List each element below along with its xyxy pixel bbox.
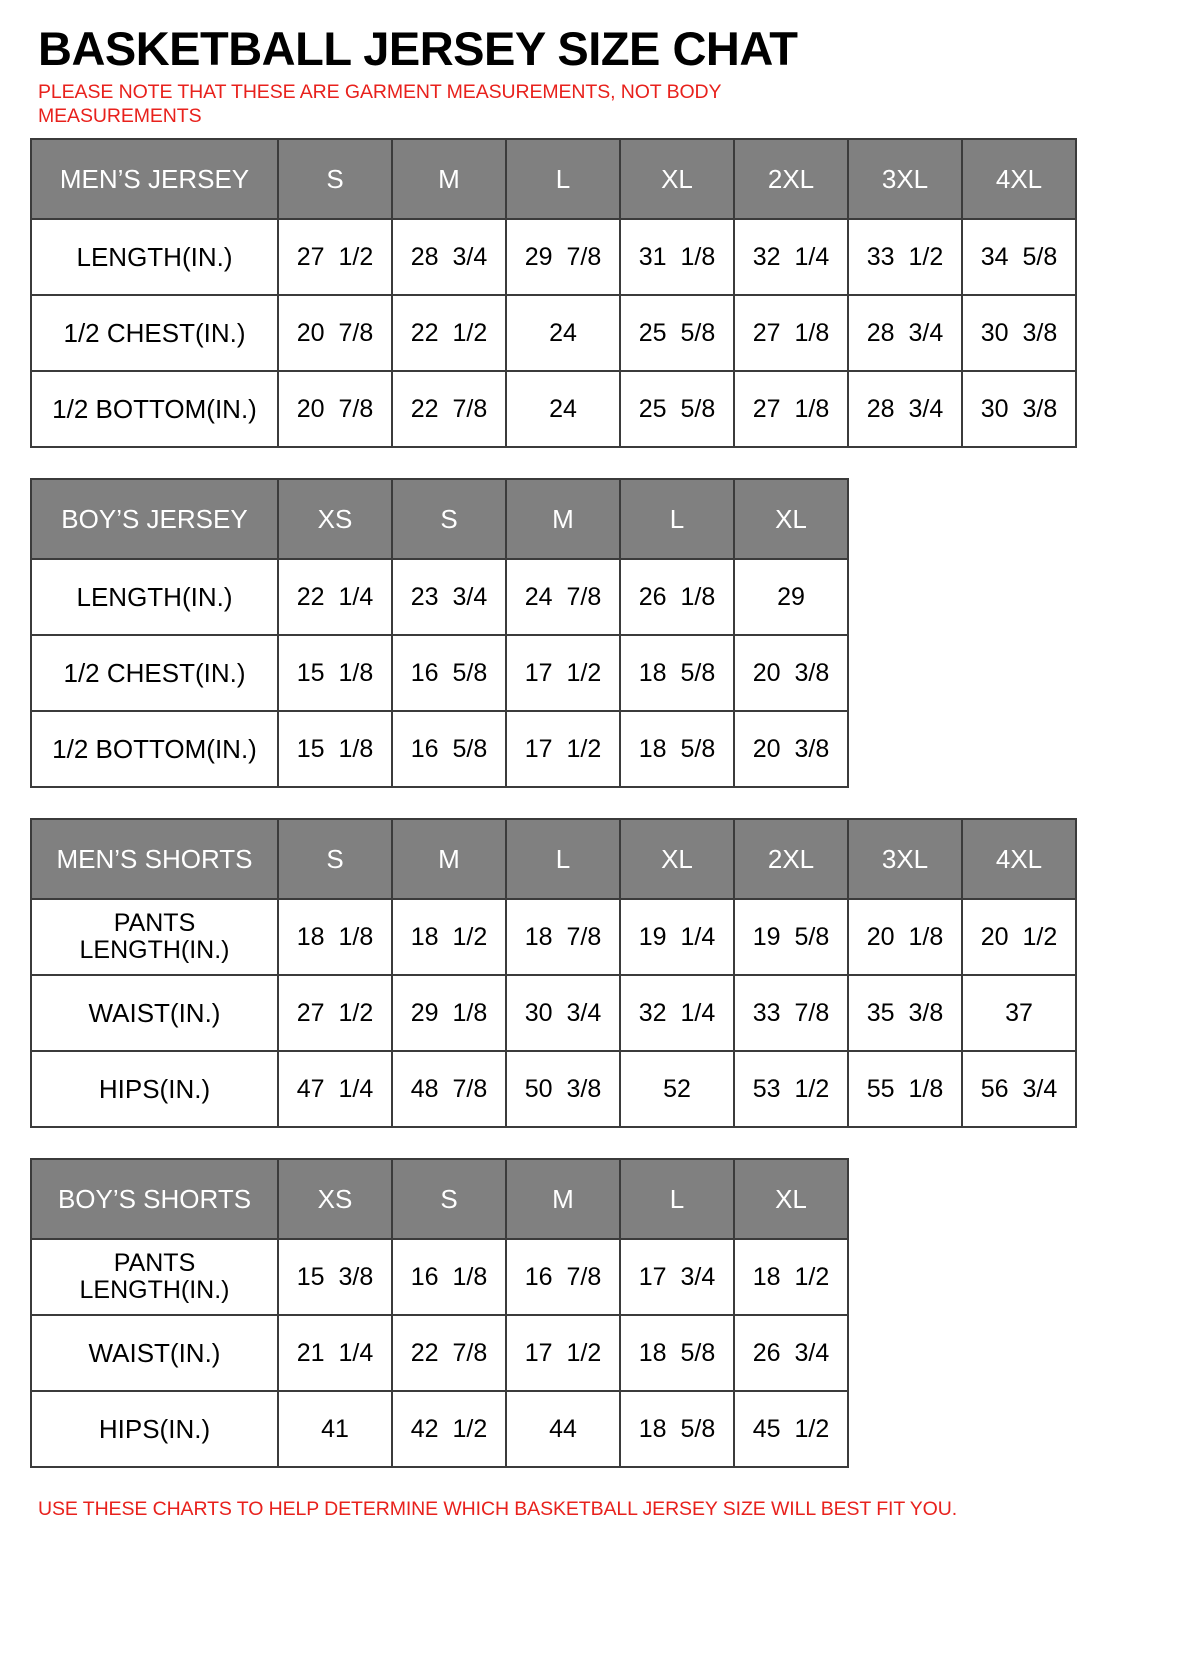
column-header-l: L xyxy=(506,819,620,899)
measurement-cell: 18 5/8 xyxy=(620,1391,734,1467)
measurement-cell: 44 xyxy=(506,1391,620,1467)
measurement-cell: 20 7/8 xyxy=(278,371,392,447)
measurement-cell: 28 3/4 xyxy=(848,295,962,371)
table-mens-jersey xyxy=(30,138,1077,448)
row-label: PANTS LENGTH(IN.) xyxy=(31,1239,278,1315)
measurement-cell: 28 3/4 xyxy=(848,371,962,447)
measurement-cell: 30 3/8 xyxy=(962,295,1076,371)
measurement-cell: 19 5/8 xyxy=(734,899,848,975)
column-header-s: S xyxy=(392,479,506,559)
table-row xyxy=(31,975,1076,1051)
measurement-cell: 33 1/2 xyxy=(848,219,962,295)
column-header-xs: XS xyxy=(278,1159,392,1239)
measurement-cell: 29 1/8 xyxy=(392,975,506,1051)
table-row xyxy=(31,371,1076,447)
table-row xyxy=(31,295,1076,371)
measurement-cell: 29 xyxy=(734,559,848,635)
measurement-cell: 27 1/2 xyxy=(278,975,392,1051)
column-header-m: M xyxy=(506,479,620,559)
measurement-cell: 32 1/4 xyxy=(620,975,734,1051)
column-header-l: L xyxy=(620,479,734,559)
table-boys-jersey xyxy=(30,478,849,788)
column-header-3xl: 3XL xyxy=(848,139,962,219)
measurement-cell: 17 1/2 xyxy=(506,1315,620,1391)
column-header-l: L xyxy=(620,1159,734,1239)
table-boys-shorts xyxy=(30,1158,849,1468)
row-label: LENGTH(IN.) xyxy=(31,219,278,295)
column-header-s: S xyxy=(392,1159,506,1239)
measurement-cell: 20 3/8 xyxy=(734,711,848,787)
row-label: 1/2 BOTTOM(IN.) xyxy=(31,371,278,447)
column-header-4xl: 4XL xyxy=(962,139,1076,219)
measurement-cell: 27 1/2 xyxy=(278,219,392,295)
measurement-cell: 22 7/8 xyxy=(392,371,506,447)
measurement-cell: 31 1/8 xyxy=(620,219,734,295)
measurement-cell: 53 1/2 xyxy=(734,1051,848,1127)
row-label: HIPS(IN.) xyxy=(31,1391,278,1467)
column-header-2xl: 2XL xyxy=(734,819,848,899)
measurement-cell: 25 5/8 xyxy=(620,295,734,371)
table-row xyxy=(31,899,1076,975)
table-row xyxy=(31,1239,848,1315)
measurement-cell: 26 3/4 xyxy=(734,1315,848,1391)
row-label: WAIST(IN.) xyxy=(31,975,278,1051)
table-row xyxy=(31,559,848,635)
column-header-xl: XL xyxy=(734,1159,848,1239)
column-header-m: M xyxy=(392,139,506,219)
measurement-cell: 35 3/8 xyxy=(848,975,962,1051)
measurement-cell: 28 3/4 xyxy=(392,219,506,295)
measurement-cell: 19 1/4 xyxy=(620,899,734,975)
measurement-cell: 50 3/8 xyxy=(506,1051,620,1127)
page-title: BASKETBALL JERSEY SIZE CHAT xyxy=(38,22,798,75)
measurement-cell: 32 1/4 xyxy=(734,219,848,295)
column-header-xl: XL xyxy=(620,139,734,219)
table-row xyxy=(31,635,848,711)
column-header-xl: XL xyxy=(734,479,848,559)
measurement-cell: 18 7/8 xyxy=(506,899,620,975)
row-label: PANTS LENGTH(IN.) xyxy=(31,899,278,975)
measurement-cell: 15 1/8 xyxy=(278,635,392,711)
measurement-cell: 20 1/2 xyxy=(962,899,1076,975)
table-row xyxy=(31,219,1076,295)
footer-note: USE THESE CHARTS TO HELP DETERMINE WHICH BASKETBALL JERSEY SIZE WILL BEST FIT YOU. xyxy=(38,1498,958,1521)
measurement-cell: 15 3/8 xyxy=(278,1239,392,1315)
size-tables-container xyxy=(30,138,1170,1468)
column-header-xs: XS xyxy=(278,479,392,559)
measurement-cell: 20 7/8 xyxy=(278,295,392,371)
measurement-cell: 27 1/8 xyxy=(734,371,848,447)
measurement-cell: 15 1/8 xyxy=(278,711,392,787)
table-mens-shorts xyxy=(30,818,1077,1128)
measurement-cell: 18 1/8 xyxy=(278,899,392,975)
measurement-cell: 56 3/4 xyxy=(962,1051,1076,1127)
row-label: 1/2 CHEST(IN.) xyxy=(31,635,278,711)
measurement-cell: 45 1/2 xyxy=(734,1391,848,1467)
measurement-cell: 17 1/2 xyxy=(506,635,620,711)
measurement-cell: 20 1/8 xyxy=(848,899,962,975)
measurement-cell: 26 1/8 xyxy=(620,559,734,635)
table-title-cell: BOY’S JERSEY xyxy=(31,479,278,559)
measurement-cell: 23 3/4 xyxy=(392,559,506,635)
measurement-cell: 21 1/4 xyxy=(278,1315,392,1391)
measurement-cell: 24 7/8 xyxy=(506,559,620,635)
measurement-cell: 18 5/8 xyxy=(620,635,734,711)
row-label: HIPS(IN.) xyxy=(31,1051,278,1127)
table-header-row xyxy=(31,479,848,559)
measurement-cell: 24 xyxy=(506,371,620,447)
row-label: 1/2 CHEST(IN.) xyxy=(31,295,278,371)
measurement-cell: 30 3/4 xyxy=(506,975,620,1051)
column-header-4xl: 4XL xyxy=(962,819,1076,899)
column-header-2xl: 2XL xyxy=(734,139,848,219)
measurement-cell: 22 1/4 xyxy=(278,559,392,635)
measurement-cell: 33 7/8 xyxy=(734,975,848,1051)
measurement-cell: 37 xyxy=(962,975,1076,1051)
measurement-cell: 25 5/8 xyxy=(620,371,734,447)
measurement-cell: 16 5/8 xyxy=(392,711,506,787)
measurement-cell: 22 1/2 xyxy=(392,295,506,371)
row-label: WAIST(IN.) xyxy=(31,1315,278,1391)
column-header-xl: XL xyxy=(620,819,734,899)
column-header-m: M xyxy=(506,1159,620,1239)
table-row xyxy=(31,711,848,787)
measurement-cell: 34 5/8 xyxy=(962,219,1076,295)
measurement-cell: 22 7/8 xyxy=(392,1315,506,1391)
measurement-cell: 47 1/4 xyxy=(278,1051,392,1127)
measurement-cell: 18 5/8 xyxy=(620,1315,734,1391)
measurement-cell: 16 7/8 xyxy=(506,1239,620,1315)
table-title-cell: MEN’S JERSEY xyxy=(31,139,278,219)
table-row xyxy=(31,1051,1076,1127)
measurement-cell: 18 5/8 xyxy=(620,711,734,787)
measurement-cell: 16 1/8 xyxy=(392,1239,506,1315)
table-header-row xyxy=(31,1159,848,1239)
table-row xyxy=(31,1391,848,1467)
measurement-cell: 24 xyxy=(506,295,620,371)
table-title-cell: BOY’S SHORTS xyxy=(31,1159,278,1239)
measurement-cell: 42 1/2 xyxy=(392,1391,506,1467)
column-header-l: L xyxy=(506,139,620,219)
measurement-cell: 48 7/8 xyxy=(392,1051,506,1127)
measurement-cell: 55 1/8 xyxy=(848,1051,962,1127)
row-label: 1/2 BOTTOM(IN.) xyxy=(31,711,278,787)
row-label: LENGTH(IN.) xyxy=(31,559,278,635)
measurement-cell: 52 xyxy=(620,1051,734,1127)
column-header-s: S xyxy=(278,819,392,899)
measurement-cell: 16 5/8 xyxy=(392,635,506,711)
measurement-cell: 18 1/2 xyxy=(392,899,506,975)
column-header-m: M xyxy=(392,819,506,899)
garment-measurement-note: PLEASE NOTE THAT THESE ARE GARMENT MEASUREMENTS, NOT BODY MEASUREMENTS xyxy=(38,80,722,127)
measurement-cell: 17 1/2 xyxy=(506,711,620,787)
table-title-cell: MEN’S SHORTS xyxy=(31,819,278,899)
measurement-cell: 30 3/8 xyxy=(962,371,1076,447)
measurement-cell: 29 7/8 xyxy=(506,219,620,295)
measurement-cell: 17 3/4 xyxy=(620,1239,734,1315)
table-row xyxy=(31,1315,848,1391)
measurement-cell: 27 1/8 xyxy=(734,295,848,371)
column-header-3xl: 3XL xyxy=(848,819,962,899)
measurement-cell: 41 xyxy=(278,1391,392,1467)
measurement-cell: 18 1/2 xyxy=(734,1239,848,1315)
measurement-cell: 20 3/8 xyxy=(734,635,848,711)
column-header-s: S xyxy=(278,139,392,219)
table-header-row xyxy=(31,139,1076,219)
table-header-row xyxy=(31,819,1076,899)
